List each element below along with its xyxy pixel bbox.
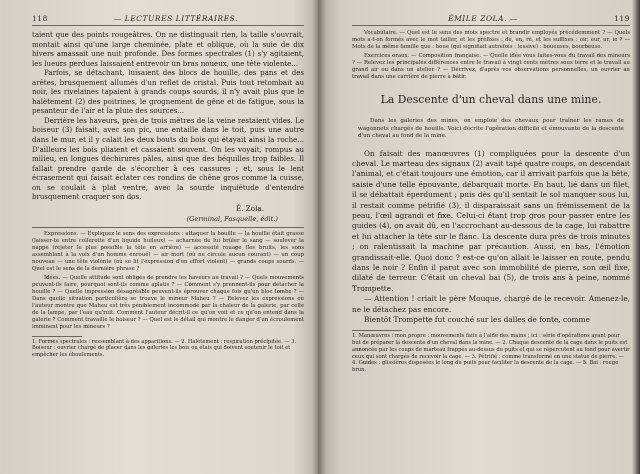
right-paragraph: On faisait des manœuvres (1) compliquées pour la descente d'un cheval. Le marteau des signaux (2) avait tapé quatre coups, on descendait l'animal, et c'était toujours une émotion, car il arrivait parfois que la bête, saisie d'une telle épouvante, débarquait morte. En haut, lié dans un filet, il se débattait éperdument ; puis dès qu'il sentait le sol manquer sous lui, il restait comme pétrifié (3), il disparaissait sans un frémissement de la peau, l'œil agrandi et fixe. Celui-ci étant trop gros pour passer entre les guides (4), on avait dû, en l'accrochant au-dessous de la cage, lui rabattre et lui attacher la tête sur le flanc. La descente dura près de trois minutes ; on ralentissait la machine par précaution. Aussi, en bas, l'émotion grandissait-elle. Quoi donc ? est-ce qu'on allait le laisser en route, pendu dans le noir ? Enfin il parut avec son immobilité de pierre, son œil fixe, dilaté de terreur. C'était un cheval bai (5), de trois ans à peine, nommé Trompette. — [352, 148, 630, 293]
page-edge-shadow — [632, 0, 640, 474]
left-footnotes: 1. Formes spectrales : ressemblant à des apparitions. — 2. Halètement : respiration précipitée. — 3. Boiseur : ouvrier chargé de placer dans les galeries les bois ou étais qui doivent soutenir le toit et empêcher les éboulements. — [32, 338, 297, 358]
author-signature: É. Zola. — [235, 203, 264, 213]
right-page-number: 119 — [614, 14, 630, 23]
book-gutter — [312, 0, 326, 474]
chapter-intro: Dans les galeries des mines, on emploie des chevaux pour traîner les rames de wagonnets chargés de houille. Voici décrite l'opération difficile et émouvante de la descente d'un cheval au fond de la mine. — [358, 118, 624, 140]
footnote-divider — [32, 336, 82, 337]
left-paragraph: Derrière les haveurs, près de trois mètres de la veine restaient vides. Le boiseur (3) faisait, avec son pic, une entaille dans le toit, puis une autre dans le mur, et il y calait les deux bouts du bois qui étayait ainsi la roche... D'ailleurs les bois pliaient et cassaient souvent. On les voyait, rompus au milieu, en longues déchirures pâles, ainsi que des béquilles trop faibles. Il fallait prendre garde de s'écorcher à ces cassures ; et, sous le lent écrasement qui faisait éclater ces rondins de chêne gros comme la cuisse, on se coulait à plat ventre, avec la sourde inquiétude d'entendre brusquement craquer son dos. — [32, 115, 304, 202]
right-running-header — [352, 14, 630, 26]
left-paragraph: taient que des points rougeâtres. On ne distinguait rien, la taille s'ouvrait, montait ainsi qu'une large cheminée, plate et oblique, où la suie de dix hivers amassait une nuit profonde. Des formes spectrales (1) s'y agitaient, les lueurs perdues laissaient entrevoir un bras noueux, une tête violente... — [32, 30, 304, 68]
left-page — [0, 0, 318, 474]
left-paragraph: Parfois, se détachant, luisaient des blocs de houille, des pans et des arêtes, brusquement allumés d'un reflet de cristal. Puis tout retombait au noir, les rivelaines tapaient à grands coups sourds, il n'y avait plus que le halètement (2) des poitrines, le grognement de gêne et de fatigue, sous la pesanteur de l'air et la pluie des sources... — [32, 68, 304, 116]
exercise-vocabulaire: Vocabulaire. — Quel est le sens des mots spectre et brandir employés précédemment ? — Quels mots a-t-on formés avec le mot tailler, et les préfixes : dé, en, re, et les suffixes : oir, eur, ur, ie ? — Mots de la même famille que : boue (qui signifiait autrefois : lessive) : boueuses, bourbeuse. — [352, 30, 630, 51]
left-page-number: 118 — [32, 14, 48, 23]
exercise-idees: Idées. — Quelle attitude sont obligés de prendre les haveurs au travail ? — Quels mouvements peuvent-ils faire, pourquoi sont-ils comme aplatis ? — Comment s'y prennent-ils pour détacher la houille ? — Quelle impression désagréable peuvent-ils éprouver chaque fois qu'un bloc tombe ? — Dans quelle situation particulière se trouve le mineur Maheu ? — Relevez les expressions où l'auteur montre que Maheu est très péniblement incommodé par la chaleur de la galerie, par celle de la lampe, par l'eau qu'ruit. Comment l'auteur décrit-il ce qu'on voit et ce qu'on entend dans la galerie ? Comment travaille le boiseur ? — Quel est le détail qui montre le danger d'un écroulement imminent pour les mineurs ? — [32, 275, 304, 331]
exercise-expressions: Expressions. — Expliquez le sens des expressions : attaquer la houille — la houille était grasse (laisser-te entre collerette d'un liquide huileux) — acharnée de lui brûler le sang — soulever la nappe (rejeter le plus possible la tête en arrière) — accessité rouage (les bruits, les sons assemblant à la voix d'un homme enroué) — air mort (où ne circule aucun courant) — un coup nouveau — une tête violente (où se lit l'expression d'un effort violent) — grands coups sourds. — Quel est le sens de la dernière phrase ? — [32, 230, 304, 273]
right-paragraph: — Attention ! criait le père Mouque, chargé de le recevoir. Amenez-le, ne le détachez pas encore. — [352, 294, 630, 314]
right-footnotes: 1. Manœuvres : mon propre : mouvements faits à l'aide des mains ; ici : série d'opérations ayant pour but de préparer la descente d'un cheval dans la mine. — 2. Chaque descente de la cage dans le puits est annoncée par les coups de marteau frappés au-dessus du puits et qui se répercutent au fond pour avertir ceux qui sont chargés de recevoir la cage. — 3. Pétrifié : comme transformé en une statue de pierre. — 4. Guides : glissières disposées le long du puits pour faciliter la descente de la cage. — 5. Bai : rouge brun. — [352, 333, 630, 373]
exercise-oraux: Exercices oraux. — Composition française. — Quelle idée vous faites-vous du travail des mineurs ? — Relevez les principales différences entre le travail à vingt cents mètres sous terre et le travail au grand air ou dans un atelier ? — Décrivez, d'après vos observations personnelles, un ouvrier au travail dans une carrière de pierre à bâtir. — [352, 53, 630, 81]
footnote-divider — [352, 330, 402, 331]
left-running-header — [32, 14, 304, 26]
right-paragraph: Bientôt Trompette fut couché sur les dalles de fonte, comme — [364, 315, 590, 325]
left-running-head: — LECTURES LITTÉRAIRES. — [113, 14, 239, 23]
source-citation: (Germinal, Fasquelle, édit.) — [186, 214, 278, 223]
chapter-title: La Descente d'un cheval dans une mine. — [380, 93, 602, 107]
right-page — [318, 0, 640, 474]
right-running-head: ÉMILE ZOLA. — — [448, 14, 518, 23]
divider — [32, 227, 304, 228]
